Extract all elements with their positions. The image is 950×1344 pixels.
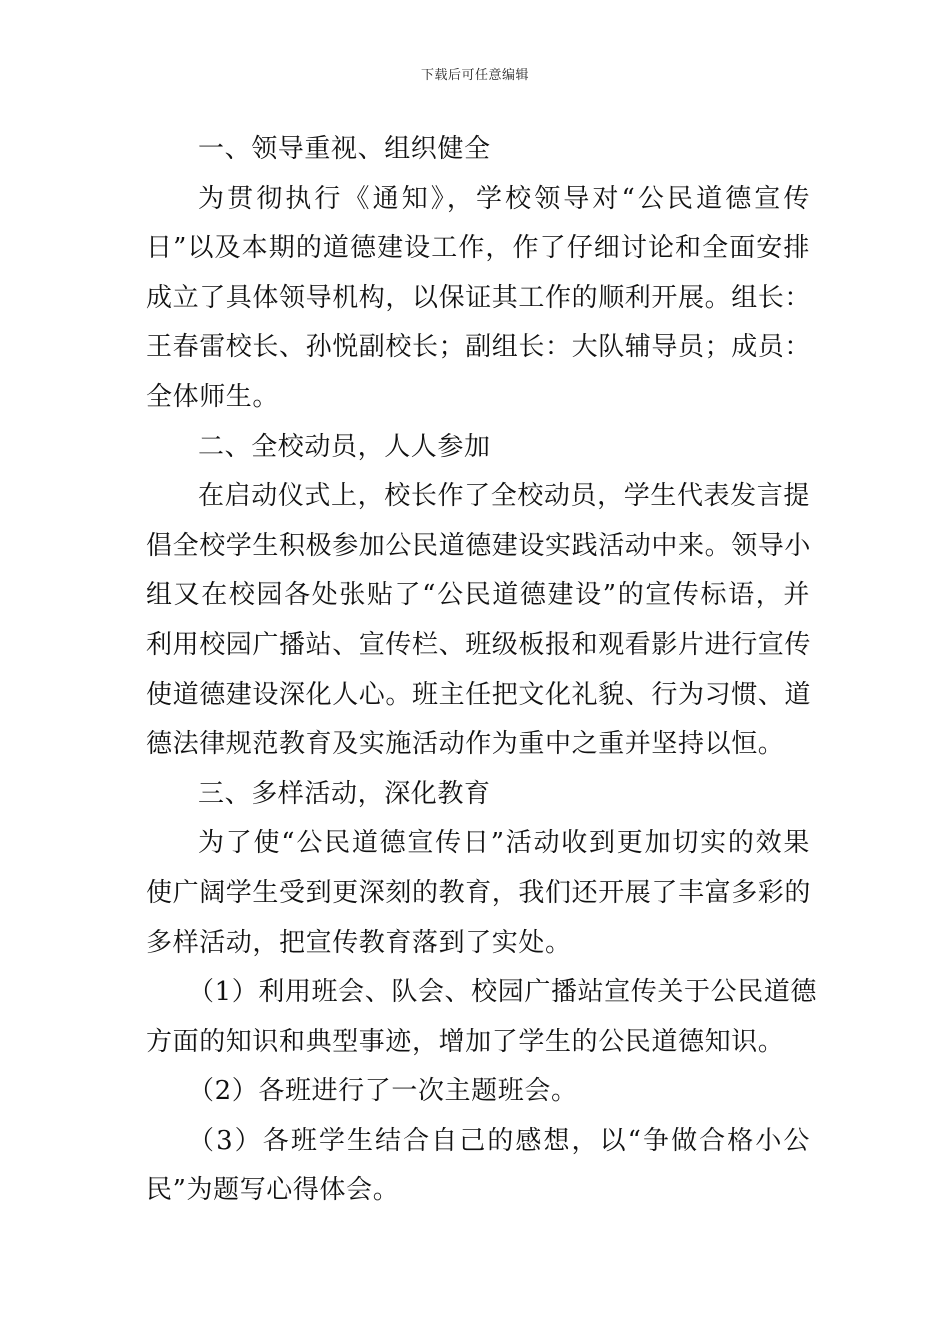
section-heading-3: 三、多样活动，深化教育 [198,778,491,809]
paragraph-line: 日”以及本期的道德建设工作，作了仔细讨论和全面安排 [146,233,810,264]
paragraph-line: 为了使“公民道德宣传日”活动收到更加切实的效果 [198,828,810,859]
paragraph-line: 全体师生。 [146,381,280,412]
list-item-1: （1）利用班会、队会、校园广播站宣传关于公民道德 [188,977,817,1008]
paragraph-line: 利用校园广播站、宣传栏、班级板报和观看影片进行宣传 [146,629,812,660]
paragraph-line: 使广阔学生受到更深刻的教育，我们还开展了丰富多彩的 [146,877,812,908]
paragraph-line: 在启动仪式上，校长作了全校动员，学生代表发言提 [198,481,810,512]
paragraph-line: 王春雷校长、孙悦副校长；副组长：大队辅导员；成员： [146,332,812,363]
list-item-2: （2）各班进行了一次主题班会。 [188,1076,578,1107]
document-body [146,125,817,1216]
paragraph-line: 德法律规范教育及实施活动作为重中之重并坚持以恒。 [146,729,785,760]
paragraph-line: 方面的知识和典型事迹，增加了学生的公民道德知识。 [146,1026,785,1057]
paragraph-line: 为贯彻执行《通知》，学校领导对“公民道德宣传 [198,183,810,214]
paragraph-line: 组又在校园各处张贴了“公民道德建设”的宣传标语，并 [146,580,810,611]
section-heading-2: 二、全校动员，人人参加 [198,431,491,462]
section-heading-1: 一、领导重视、组织健全 [198,134,491,164]
paragraph-line: 成立了具体领导机构，以保证其工作的顺利开展。组长： [146,282,812,313]
paragraph-line: 使道德建设深化人心。班主任把文化礼貌、行为习惯、道 [146,679,812,710]
paragraph-line: 多样活动，把宣传教育落到了实处。 [146,927,572,958]
list-item-3: （3）各班学生结合自己的感想，以“争做合格小公 [188,1125,810,1156]
paragraph-line: 民”为题写心得体会。 [146,1175,400,1206]
page-header: 下载后可任意编辑 [420,68,529,83]
paragraph-line: 倡全校学生积极参加公民道德建设实践活动中来。领导小 [146,530,812,561]
